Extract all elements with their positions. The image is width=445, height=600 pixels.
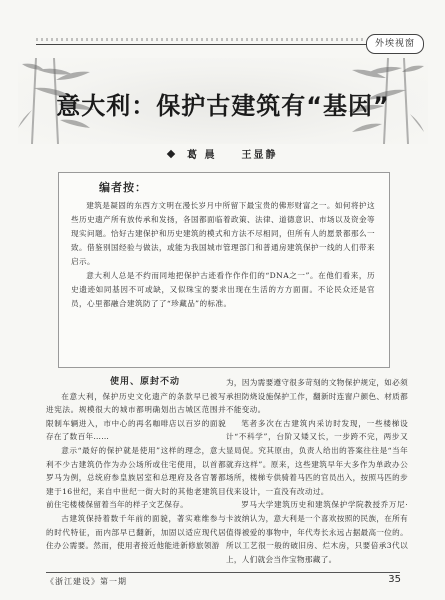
editor-note-paragraph: 意大利人总是不约而同地把保护古迹看作作作们的“DNA之一”。在他们看来，历史遗迹如同基因不可或缺，又似珠宝的要求出现在生活的方方面面。不论民众还是官员，心里都融合建筑防了了“珍藏品”的标准。 — [71, 271, 375, 308]
section-tag: 外埃视窗 — [366, 34, 424, 54]
body-paragraph: 为，因为需要遵守很多苛刻的文物保护规定，如必须承担防烧设施保护工作，翻新时连窗户颜色、材质都不能变动。 — [226, 378, 408, 415]
body-column-left — [46, 376, 226, 553]
sub-heading: 使用、原封不动 — [109, 377, 180, 387]
title-banner — [18, 58, 428, 144]
footer-rule — [46, 572, 400, 573]
body-paragraph: 笔者多次在古建筑内采访时发现，一些楼梯设计“不科学”，台阶又矮又长，一步跨不完，两步又显局促。究其原由，负责人给出的答案往往是“当年就弃这样”。原来，这些建筑早年大多作为单政办公场所，楼梯专供骑着马匹的官员出入，按照马匹的步伐来设计，一直没有改动过。 — [226, 418, 408, 496]
body-paragraph: 意示“最好的保护就是使用”这样的理念，意大利不少古建筑仍作为办公场所或住宅使用，以首都罗马为例，总统府参皇族居室和总理府及各官署都建于16世纪，来自中世纪一街大时的其他老建筑目前住宅楼楼保留着当年的样子文艺保存。 — [46, 445, 226, 510]
diamond-bullet-icon — [166, 150, 174, 158]
body-paragraph: 罗马大学建筑历史和建筑保护学院教授乔万尼·卡波纳认为，意大利是一个喜欢按照的民族，在所有值得被爱的事物中，年代寿长永远占据最高一位的。所以工艺很一般的破旧房、烂木房，只要倍承3代以上，人们就会当作宝物那藏了。 — [226, 500, 408, 564]
author-2: 王显静 — [241, 150, 278, 161]
editor-note-label: 编者按： — [99, 181, 147, 194]
editor-note-paragraph: 建筑是凝固的东西方文明在漫长岁月中所留下最宝贵的佛形财富之一。如何将护这些历史遗产所有放传承和发扬，各国都面临着政策、法律、道德意识、市场以及资金等现实问题。恰好古建保护和历史建筑的模式和方法不尽相同，但所有人的愿景都那么一致。借鉴别国经验与做法，或能为我国城市管理部门和普通房建筑保护一线的人们带来启示。 — [71, 201, 375, 266]
header-rule — [36, 44, 366, 45]
body-paragraph: 古建筑保持着数千年前的面貌，著实难维参与的时代特征，而内部早已翻新，加固以适应现代居住办公需要。然而，使用者接近他能进新修旅领游 — [46, 513, 226, 551]
body-column-right — [226, 376, 408, 566]
page-number: 35 — [388, 574, 401, 585]
author-1: 葛 晨 — [187, 150, 217, 161]
byline — [0, 146, 445, 161]
body-paragraph: 在意大利，保护历史文化遗产的条款早已被写进宪法。规模很大的城市都明确划出古城区范围并限制车辆进入，市中心的再名咖啡店以百岁的面貌存在了数百年…… — [46, 391, 226, 442]
editor-note-box — [58, 172, 390, 368]
journal-name: 《浙江建设》第一期 — [46, 577, 127, 586]
article-title: 意大利：保护古建筑有“基因” — [56, 92, 390, 120]
header-dotted-rule — [36, 38, 366, 41]
